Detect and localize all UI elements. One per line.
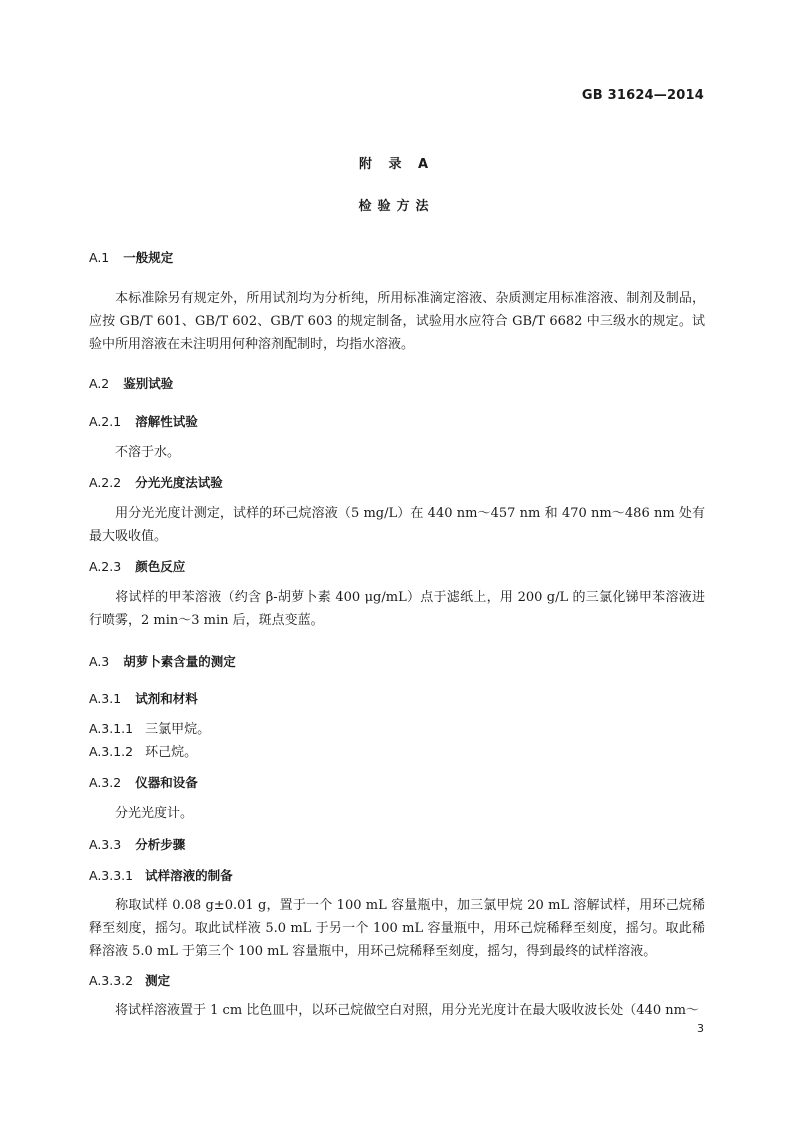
section-heading-a21 — [89, 412, 198, 430]
paragraph-text: 分光光度计。 — [115, 806, 194, 821]
section-heading-a1 — [89, 248, 173, 266]
section-heading-a331 — [89, 866, 233, 884]
section-paragraph-a332 — [89, 999, 705, 1022]
section-number: A.3.2 — [89, 775, 122, 790]
section-number: A.3.3.1 — [89, 868, 134, 883]
section-heading-a332 — [89, 971, 170, 989]
item-number: A.3.1.2 — [89, 744, 134, 759]
paragraph-text: 用分光光度计测定，试样的环己烷溶液（5 mg/L）在 440 nm～457 nm 和 470 nm～486 nm 处有最大吸收值。 — [89, 506, 705, 544]
section-number: A.3.1 — [89, 691, 122, 706]
section-number: A.3.3.2 — [89, 973, 134, 988]
section-title: 测定 — [145, 973, 171, 988]
section-heading-a32 — [89, 773, 198, 791]
section-title: 分析步骤 — [135, 837, 186, 852]
section-title: 鉴别试验 — [123, 376, 174, 391]
paragraph-text: 本标准除另有规定外，所用试剂均为分析纯，所用标准滴定溶液、杂质测定用标准溶液、制剂及制品，应按 GB/T 601、GB/T 602、GB/T 603 的规定制备，试验用水应符合 GB/T 6682 中三级水的规定。试验中所用溶液在未注明用何种溶剂配制时，均指水溶液。 — [89, 291, 705, 352]
section-heading-a31 — [89, 689, 198, 707]
section-heading-a2 — [89, 374, 173, 392]
section-number: A.1 — [89, 250, 110, 265]
section-number: A.2.2 — [89, 475, 122, 490]
section-paragraph-a1 — [89, 287, 705, 356]
section-heading-a23 — [89, 557, 185, 575]
paragraph-text: 将试样的甲苯溶液（约含 β-胡萝卜素 400 μg/mL）点于滤纸上，用 200 g/L 的三氯化锑甲苯溶液进行喷雾，2 min～3 min 后，斑点变蓝。 — [89, 590, 705, 628]
section-title: 分光光度法试验 — [135, 475, 223, 490]
section-title: 一般规定 — [123, 250, 174, 265]
paragraph-text: 称取试样 0.08 g±0.01 g，置于一个 100 mL 容量瓶中，加三氯甲烷 20 mL 溶解试样，用环己烷稀释至刻度，摇匀。取此试样液 5.0 mL 于另一个 100 mL 容量瓶中，用环己烷稀释至刻度，摇匀。取此稀释溶液 5.0 mL 于第三个 100 mL 容量瓶中，用环己烷稀释至刻度，摇匀，得到最终的试样溶液。 — [89, 898, 705, 959]
item-a312 — [89, 741, 197, 760]
section-paragraph-a21 — [89, 441, 705, 464]
section-number: A.3.3 — [89, 837, 122, 852]
section-paragraph-a22 — [89, 502, 705, 548]
paragraph-text: 将试样溶液置于 1 cm 比色皿中，以环己烷做空白对照，用分光光度计在最大吸收波长处（440 nm～ — [115, 1003, 699, 1018]
section-heading-a33 — [89, 835, 185, 853]
section-number: A.3 — [89, 654, 110, 669]
section-number: A.2.1 — [89, 414, 122, 429]
item-text: 三氯甲烷。 — [145, 722, 211, 737]
section-title: 试剂和材料 — [135, 691, 198, 706]
item-text: 环己烷。 — [145, 745, 198, 760]
appendix-subtitle: 检验方法 — [358, 199, 435, 214]
paragraph-text: 不溶于水。 — [115, 445, 181, 460]
section-paragraph-a331 — [89, 894, 705, 963]
section-title: 胡萝卜素含量的测定 — [123, 654, 236, 669]
item-number: A.3.1.1 — [89, 721, 134, 736]
page-number: 3 — [697, 1022, 704, 1035]
section-heading-a22 — [89, 473, 223, 491]
section-title: 试样溶液的制备 — [145, 868, 233, 883]
section-paragraph-a23 — [89, 586, 705, 632]
section-paragraph-a32 — [89, 802, 705, 825]
item-a311 — [89, 718, 210, 737]
section-number: A.2.3 — [89, 559, 122, 574]
section-heading-a3 — [89, 652, 236, 670]
appendix-title: 附 录 A — [358, 157, 435, 172]
section-title: 仪器和设备 — [135, 775, 198, 790]
standard-number: GB 31624—2014 — [581, 88, 704, 103]
section-title: 颜色反应 — [135, 559, 186, 574]
section-title: 溶解性试验 — [135, 414, 198, 429]
section-number: A.2 — [89, 376, 110, 391]
